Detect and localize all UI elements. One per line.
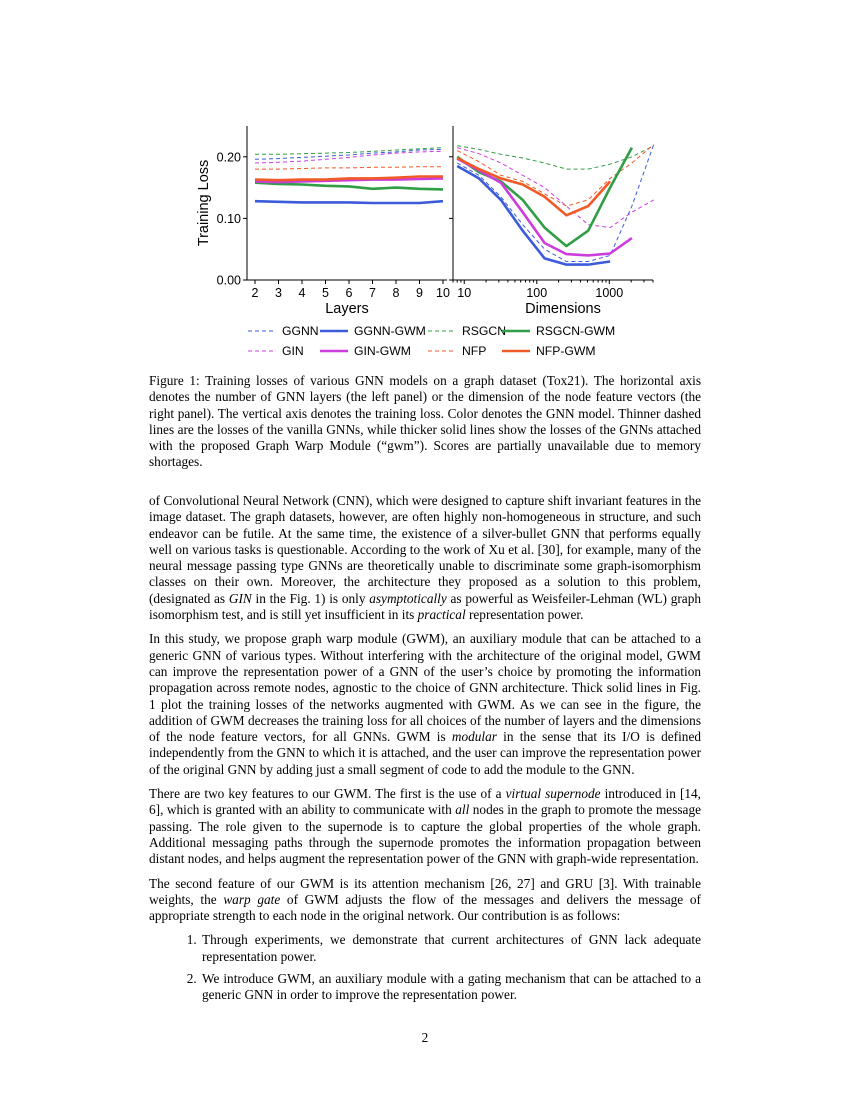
y-axis-label: Training Loss — [196, 159, 212, 247]
y-tick-label: 0.20 — [216, 150, 241, 165]
left-series-nfp — [255, 167, 443, 169]
y-tick-label: 0.10 — [216, 211, 241, 226]
x-tick-label: 3 — [275, 286, 282, 300]
legend-label: GGNN-GWM — [354, 324, 426, 338]
x-tick-label: 1000 — [595, 286, 624, 300]
legend-label: GIN — [282, 344, 304, 358]
legend-line-icon — [502, 347, 532, 355]
x-tick-label: 2 — [251, 286, 259, 300]
legend-label: GIN-GWM — [354, 344, 411, 358]
body-text — [149, 493, 701, 1010]
y-tick-label: 0.00 — [216, 273, 241, 288]
list-item: 2. We introduce GWM, an auxiliary module with a gating mechanism that can be attached to a generic GNN in order to improve the representation power. — [200, 971, 701, 1004]
x-tick-label: 10 — [457, 286, 472, 300]
x-tick-label: 7 — [369, 286, 376, 300]
legend-label: RSGCN — [462, 324, 507, 338]
figure-1-chart — [190, 122, 670, 327]
x-tick-label: 6 — [345, 286, 353, 300]
paragraph-2: In this study, we propose graph warp module (GWM), an auxiliary module that can be attached to a generic GNN of various types. Without interfering with the architecture of the original model, GWM can improve the representation power of a GNN of the user’s choice by promoting the information propagation across remote nodes, agnostic to the choice of GNN architecture. Thick solid lines in Fig. 1 plot the training losses of the networks augmented with GWM. As we can see in the figure, the addition of GWM decreases the training loss for all choices of the number of layers and the dimensions of the node feature vectors, for all GNNs. GWM is modular in the sense that its I/O is defined independently from the GNN to which it is attached, and the user can improve the representation power of the original GNN by adding just a small segment of code to add the module to the GNN. — [149, 631, 702, 777]
right-series-nfp-gwm — [457, 158, 610, 215]
left-series-rsgcn-gwm — [255, 183, 443, 190]
legend-line-icon — [320, 347, 350, 355]
legend-label: GGNN — [282, 324, 319, 338]
right-series-gin-gwm — [457, 159, 632, 256]
x-axis-label: Layers — [325, 301, 369, 317]
paragraph-1: of Convolutional Neural Network (CNN), which were designed to capture shift invariant features in the image dataset. The graph datasets, however, are often highly non-homogeneous in structure, and such endeavor can be futile. At the same time, the existence of a silver-bullet GNN that performs equally well on various tasks is questionable. According to the work of Xu et al. [30], for example, many of the neural message passing type GNNs are theoretically unable to discriminate some graph-isomorphism classes on their own. Moreover, the architecture they proposed as a solution to this problem, (designated as GIN in the Fig. 1) is only asymptotically as powerful as Weisfeiler-Lehman (WL) graph isomorphism test, and is still yet insufficient in its practical representation power. — [149, 493, 701, 623]
legend-line-icon — [248, 327, 278, 335]
legend-line-icon — [320, 327, 350, 335]
x-axis-label: Dimensions — [525, 301, 601, 317]
legend-label: NFP-GWM — [536, 344, 596, 358]
legend-label: NFP — [462, 344, 487, 358]
x-tick-label: 4 — [298, 286, 306, 300]
paragraph-4: The second feature of our GWM is its attention mechanism [26, 27] and GRU [3]. With trainable weights, the warp gate of GWM adjusts the flow of the messages and delivers the message of appropriate strength to each node in the original network. Our contribution is as follows: — [149, 875, 701, 924]
paragraph-3: There are two key features to our GWM. The first is the use of a virtual supernode introduced in [14, 6], which is granted with an ability to communicate with all nodes in the graph to promote the message passing. The role given to the supernode is to capture the global properties of the whole graph. Additional messaging paths through the supernode promotes the information propagation between distant nodes, and helps augment the representation power of the GNN with graph-wide representation. — [149, 786, 702, 867]
legend-line-icon — [428, 327, 458, 335]
x-tick-label: 8 — [392, 286, 400, 300]
legend-line-icon — [502, 327, 532, 335]
left-series-rsgcn — [255, 148, 443, 155]
legend-label: RSGCN-GWM — [536, 324, 616, 338]
left-series-ggnn-gwm — [255, 201, 443, 203]
x-tick-label: 100 — [526, 286, 548, 300]
left-series-gin — [255, 151, 443, 163]
legend-line-icon — [248, 347, 278, 355]
list-item: 1. Through experiments, we demonstrate that current architectures of GNN lack adequate representation power. — [200, 932, 701, 965]
figure-caption: Figure 1: Training losses of various GNN models on a graph dataset (Tox21). The horizontal axis denotes the number of GNN layers (the left panel) or the dimension of the node feature vectors (the right panel). The vertical axis denotes the training loss. Color denotes the GNN model. Thinner dashed lines are the losses of the vanilla GNNs, while thicker solid lines show the losses of the GNNs attached with the proposed Graph Warp Module (“gwm”). Scores are partially unavailable due to memory shortages. — [149, 373, 701, 470]
contributions-list — [149, 932, 701, 1003]
x-tick-label: 9 — [416, 286, 423, 300]
legend-line-icon — [428, 347, 458, 355]
x-tick-label: 5 — [322, 286, 329, 300]
page-number: 2 — [421, 1030, 429, 1045]
x-tick-label: 10 — [436, 286, 450, 300]
